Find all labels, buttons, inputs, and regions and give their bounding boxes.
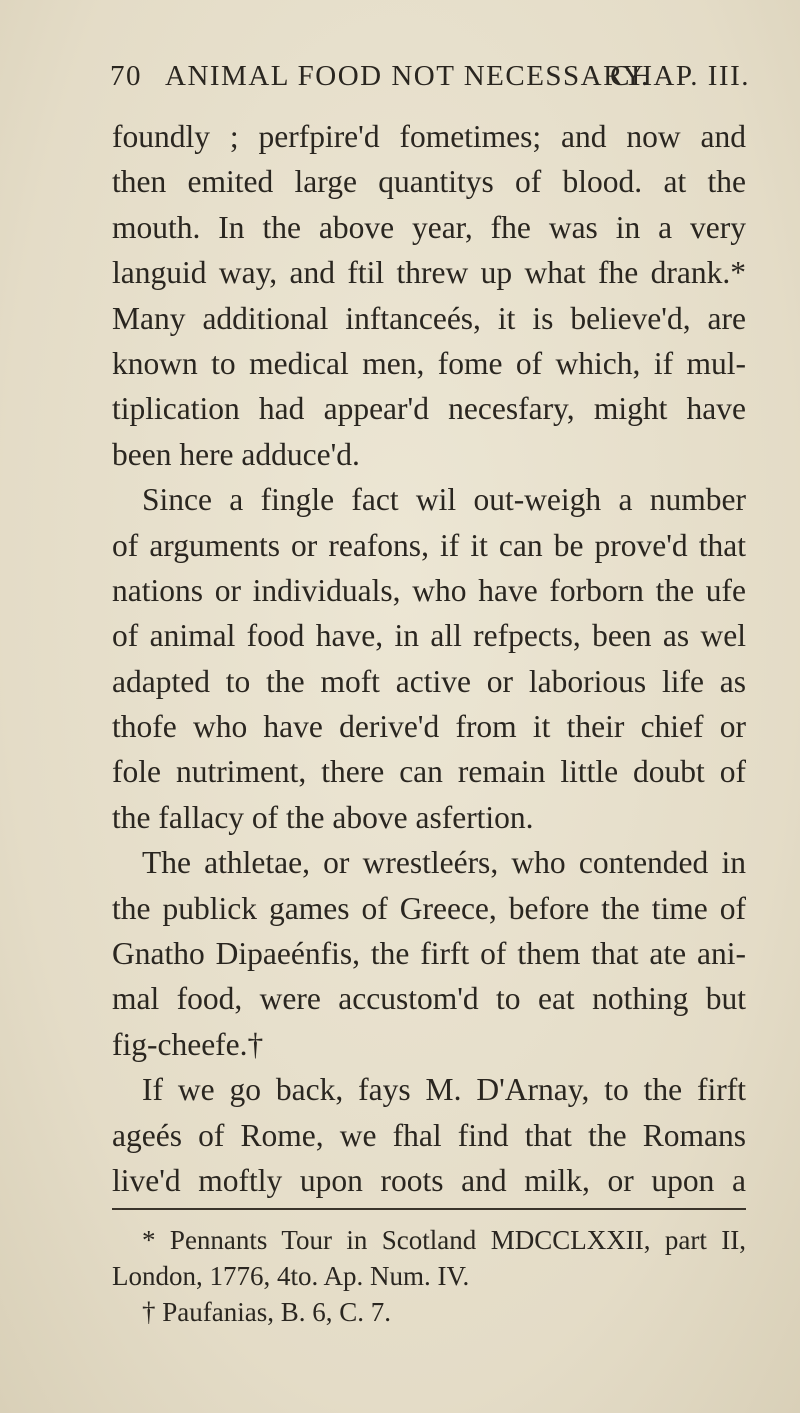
page-number: 70 bbox=[110, 60, 142, 92]
footnote-line: † Paufanias, B. 6, C. 7. bbox=[142, 1297, 391, 1327]
text-line: If we go back, fays M. D'Arnay, to the firft bbox=[142, 1072, 746, 1108]
chapter-label: CHAP. III. bbox=[610, 60, 750, 92]
text-line: known to medical men, fome of which, if mul- bbox=[112, 345, 746, 381]
text-line: adapted to the moft active or laborious life as bbox=[112, 663, 746, 699]
text-line: foundly ; perfpire'd fometimes; and now and bbox=[112, 119, 746, 154]
text-line: of arguments or reafons, if it can be prove'd that bbox=[112, 527, 746, 563]
text-line: then emited large quantitys of blood. at the bbox=[112, 164, 746, 200]
text-line: mal food, were accustom'd to eat nothing but bbox=[112, 981, 746, 1017]
text-line: of animal food have, in all refpects, been as wel bbox=[112, 618, 746, 654]
text-line: thofe who have derive'd from it their chief or bbox=[112, 709, 746, 745]
text-line: nations or individuals, who have forborn the ufe bbox=[112, 572, 746, 608]
text-line: been here adduce'd. bbox=[112, 436, 360, 472]
text-line: the fallacy of the above asfertion. bbox=[112, 799, 534, 835]
footnotes bbox=[112, 1222, 746, 1330]
text-line: mouth. In the above year, fhe was in a very bbox=[112, 209, 746, 245]
footnote-line: * Pennants Tour in Scotland MDCCLXXII, part II, bbox=[142, 1225, 746, 1255]
running-title: ANIMAL FOOD NOT NECESSARY. bbox=[165, 60, 650, 92]
footnote-rule bbox=[112, 1208, 746, 1210]
text-line: fig-cheefe.† bbox=[112, 1026, 264, 1062]
text-line: Many additional inftanceés, it is believe'd, are bbox=[112, 300, 746, 336]
body-text bbox=[112, 114, 746, 1203]
text-line: the publick games of Greece, before the time of bbox=[112, 890, 746, 926]
text-line: Gnatho Dipaeénfis, the firft of them that ate ani- bbox=[112, 936, 746, 972]
text-line: fole nutriment, there can remain little doubt of bbox=[112, 754, 746, 790]
text-line: live'd moftly upon roots and milk, or upon a bbox=[112, 1162, 746, 1198]
text-line: The athletae, or wrestleérs, who contended in bbox=[142, 845, 746, 881]
running-header bbox=[110, 60, 750, 110]
text-line: Since a fingle fact wil out-weigh a number bbox=[142, 482, 746, 518]
text-line: languid way, and ftil threw up what fhe drank.* bbox=[112, 255, 746, 291]
text-line: ageés of Rome, we fhal find that the Romans bbox=[112, 1117, 746, 1153]
text-line: tiplication had appear'd necesfary, might have bbox=[112, 391, 746, 427]
footnote-line: London, 1776, 4to. Ap. Num. IV. bbox=[112, 1261, 470, 1291]
